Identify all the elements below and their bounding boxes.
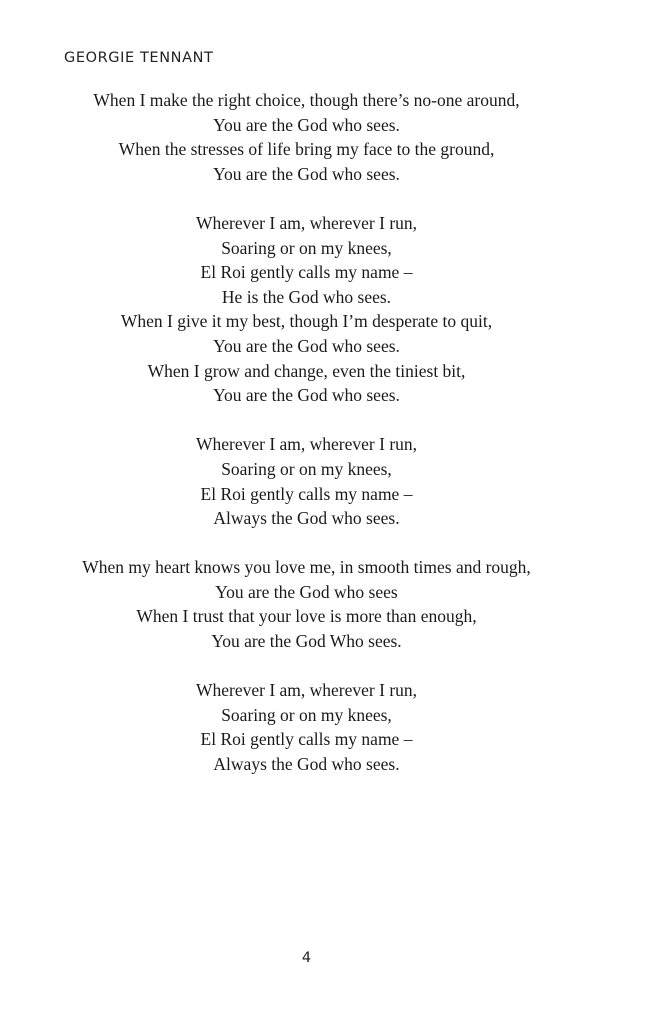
- poem-line: You are the God who sees.: [213, 385, 400, 406]
- poem-line: When I make the right choice, though there’s no-one around,: [93, 90, 520, 110]
- poem-line: You are the God who sees: [215, 581, 398, 602]
- stanza-1: [0, 88, 613, 186]
- poem-line: You are the God who sees.: [213, 163, 400, 184]
- running-header-author: GEORGIE TENNANT: [64, 50, 214, 66]
- poem-line: He is the God who sees.: [221, 286, 392, 307]
- poem-line: Always the God who sees.: [213, 754, 400, 775]
- poem-line: You are the God Who sees.: [211, 631, 402, 652]
- poem-line: Wherever I am, wherever I run,: [195, 434, 418, 455]
- poem-line: Soaring or on my knees,: [221, 704, 392, 725]
- stanza-5: [0, 678, 613, 776]
- poem-line: El Roi gently calls my name –: [200, 262, 413, 283]
- poem-line: When I give it my best, though I’m desperate to quit,: [120, 311, 493, 332]
- poem-line: Wherever I am, wherever I run,: [195, 212, 418, 233]
- page-number: 4: [301, 950, 312, 966]
- stanza-4: [0, 555, 613, 653]
- poem-line: El Roi gently calls my name –: [200, 483, 413, 504]
- stanza-2: [0, 211, 613, 408]
- poem-line: You are the God who sees.: [213, 114, 400, 135]
- poem-line: You are the God who sees.: [213, 335, 400, 356]
- stanza-3: [0, 432, 613, 530]
- poem-line: Soaring or on my knees,: [221, 458, 392, 479]
- poem-line: Soaring or on my knees,: [221, 237, 392, 258]
- poem-body: [0, 88, 613, 801]
- poem-line: When the stresses of life bring my face to the ground,: [118, 139, 495, 160]
- poem-line: Always the God who sees.: [213, 508, 400, 529]
- poem-line: When I trust that your love is more than enough,: [136, 606, 477, 627]
- poem-line: When I grow and change, even the tiniest bit,: [147, 360, 466, 381]
- poem-line: Wherever I am, wherever I run,: [195, 680, 418, 701]
- poem-line: El Roi gently calls my name –: [200, 729, 413, 750]
- poem-line: When my heart knows you love me, in smooth times and rough,: [82, 557, 531, 578]
